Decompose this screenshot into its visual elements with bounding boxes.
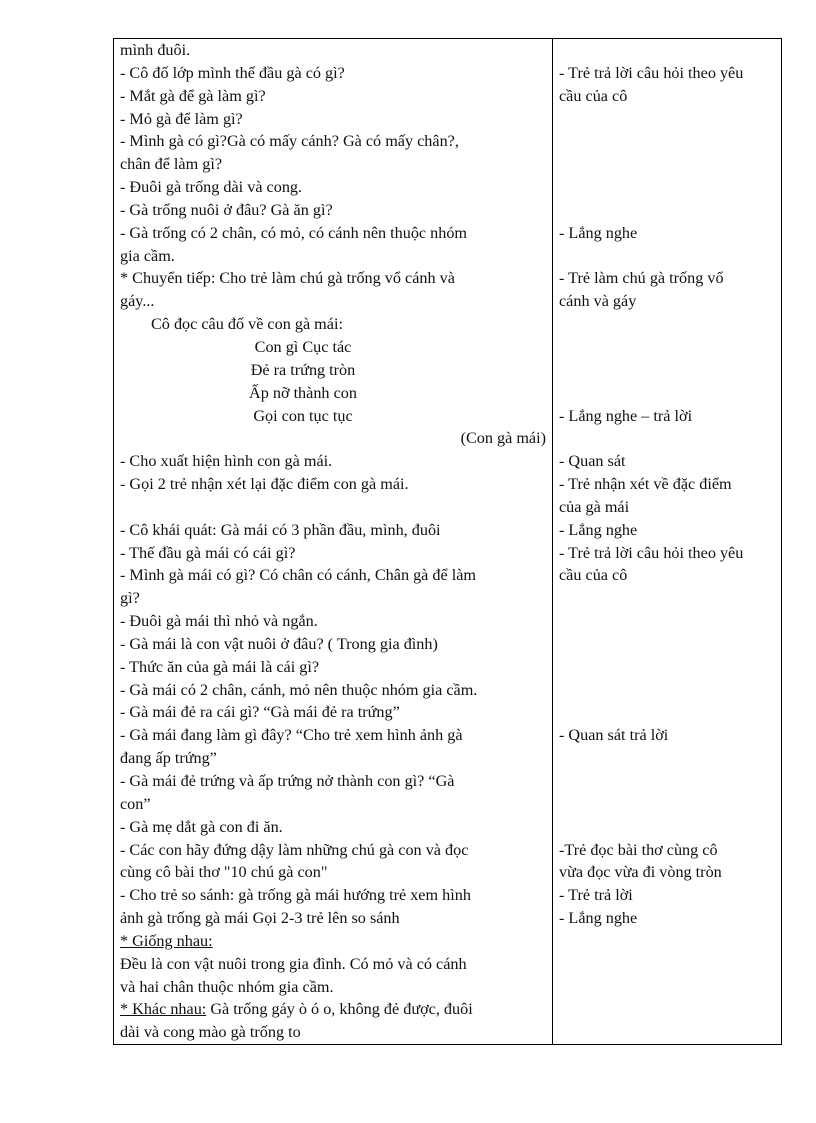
response-line: của gà mái xyxy=(559,497,630,516)
text-line: - Gọi 2 trẻ nhận xét lại đặc điểm con gà mái. xyxy=(120,475,409,494)
differences-line xyxy=(120,998,546,1021)
response-line xyxy=(559,976,775,999)
response-line: - Quan sát trả lời xyxy=(559,726,669,745)
response-line: - Trẻ làm chú gà trống vổ xyxy=(559,269,724,288)
text-line: ảnh gà trống gà mái Gọi 2-3 trẻ lên so sánh xyxy=(120,909,400,928)
text-line: - Đuôi gà mái thì nhỏ và ngắn. xyxy=(120,612,318,631)
text-line: - Đuôi gà trống dài và cong. xyxy=(120,178,303,197)
text-line: - Gà mái là con vật nuôi ở đâu? ( Trong gia đình) xyxy=(120,634,438,653)
response-line xyxy=(559,1021,775,1044)
text-line: - Thế đầu gà mái có cái gì? xyxy=(120,543,296,562)
response-line: - Trẻ trả lời câu hỏi theo yêu xyxy=(559,63,744,82)
response-line xyxy=(559,633,775,656)
text-line: gia cầm. xyxy=(120,246,175,265)
text-line: cùng cô bài thơ "10 chú gà con" xyxy=(120,863,328,882)
response-line: cầu của cô xyxy=(559,566,628,585)
response-line: - Quan sát xyxy=(559,452,626,471)
text-line: - Mình gà mái có gì? Có chân có cánh, Chân gà để làm xyxy=(120,566,477,585)
response-line xyxy=(559,245,775,268)
response-line xyxy=(559,770,775,793)
response-line xyxy=(559,610,775,633)
response-line: - Lắng nghe xyxy=(559,520,638,539)
response-line xyxy=(559,747,775,770)
response-line xyxy=(559,199,775,222)
response-line: - Lắng nghe xyxy=(559,909,638,928)
riddle-line: Con gì Cục tác xyxy=(254,337,352,356)
response-line xyxy=(559,153,775,176)
text-line: gáy... xyxy=(120,292,155,311)
response-line xyxy=(559,336,775,359)
text-line: - Thức ăn của gà mái là cái gì? xyxy=(120,657,320,676)
text-line: - Cô khái quát: Gà mái có 3 phần đầu, mình, đuôi xyxy=(120,520,441,539)
text-line: - Cho trẻ so sánh: gà trống gà mái hướng trẻ xem hình xyxy=(120,886,471,905)
text-line: - Gà mẹ dắt gà con đi ăn. xyxy=(120,817,283,836)
table-row xyxy=(114,39,782,1045)
text-line: - Gà mái đẻ ra cái gì? “Gà mái đẻ ra trứng” xyxy=(120,703,400,722)
lesson-table xyxy=(113,38,782,1045)
response-line: - Trẻ trả lời xyxy=(559,886,633,905)
response-line xyxy=(559,998,775,1021)
response-line xyxy=(559,656,775,679)
response-line xyxy=(559,701,775,724)
text-line: - Cô đố lớp mình thế đầu gà có gì? xyxy=(120,63,345,82)
differences-heading: * Khác nhau: xyxy=(120,1000,207,1019)
similarities-heading: * Giống nhau: xyxy=(120,931,213,950)
text-line: - Gà trống có 2 chân, có mỏ, có cánh nên thuộc nhóm xyxy=(120,223,468,242)
text-line: mình đuôi. xyxy=(120,41,191,59)
response-line xyxy=(559,130,775,153)
response-line xyxy=(559,793,775,816)
response-line xyxy=(559,382,775,405)
response-line: - Lắng nghe xyxy=(559,223,638,242)
response-line: -Trẻ đọc bài thơ cùng cô xyxy=(559,840,718,859)
response-line xyxy=(559,313,775,336)
text-line: chân để làm gì? xyxy=(120,155,223,174)
response-line: - Lắng nghe – trả lời xyxy=(559,406,693,425)
response-line xyxy=(559,427,775,450)
text-line: dài và cong mào gà trống to xyxy=(120,1023,301,1042)
response-line xyxy=(559,679,775,702)
response-line xyxy=(559,930,775,953)
text-line: - Các con hãy đứng dậy làm những chú gà con và đọc xyxy=(120,840,469,859)
response-line xyxy=(559,359,775,382)
text-line: đang ấp trứng” xyxy=(120,749,217,768)
response-line xyxy=(559,816,775,839)
differences-text: Gà trống gáy ò ó o, không đẻ được, đuôi xyxy=(206,1000,473,1019)
text-line: gì? xyxy=(120,589,140,608)
text-line: - Gà mái có 2 chân, cánh, mỏ nên thuộc nhóm gia cầm. xyxy=(120,680,478,699)
response-line: - Trẻ trả lời câu hỏi theo yêu xyxy=(559,543,744,562)
response-line: - Trẻ nhận xét về đặc điểm xyxy=(559,475,732,494)
response-line xyxy=(559,39,775,62)
response-line: cầu của cô xyxy=(559,86,628,105)
response-line xyxy=(559,953,775,976)
blank-line xyxy=(120,496,546,519)
response-line: vừa đọc vừa đi vòng tròn xyxy=(559,863,722,882)
response-line xyxy=(559,108,775,131)
response-line xyxy=(559,587,775,610)
text-line: - Mỏ gà để làm gì? xyxy=(120,109,243,128)
text-line: - Mắt gà để gà làm gì? xyxy=(120,86,266,105)
text-line: Đều là con vật nuôi trong gia đình. Có mỏ và có cánh xyxy=(120,954,467,973)
text-line: * Chuyển tiếp: Cho trẻ làm chú gà trống vổ cánh và xyxy=(120,269,455,288)
text-line: con” xyxy=(120,794,151,813)
text-line: - Gà mái đang làm gì đây? “Cho trẻ xem hình ảnh gà xyxy=(120,726,463,745)
text-line: - Gà trống nuôi ở đâu? Gà ăn gì? xyxy=(120,200,333,219)
riddle-line: Đẻ ra trứng tròn xyxy=(250,360,356,379)
responses-column xyxy=(553,39,782,1045)
text-line: - Gà mái đẻ trứng và ấp trứng nở thành con gì? “Gà xyxy=(120,772,455,790)
text-line: - Mình gà có gì?Gà có mấy cánh? Gà có mấy chân?, xyxy=(120,132,459,151)
response-line xyxy=(559,176,775,199)
text-line: - Cho xuất hiện hình con gà mái. xyxy=(120,452,333,471)
riddle-answer: (Con gà mái) xyxy=(460,429,546,448)
riddle-intro: Cô đọc câu đố về con gà mái: xyxy=(151,315,343,334)
riddle-line: Gọi con tục tục xyxy=(253,406,353,425)
activities-column xyxy=(114,39,553,1045)
riddle-line: Ấp nỡ thành con xyxy=(249,383,357,402)
response-line: cánh và gáy xyxy=(559,292,637,311)
text-line: và hai chân thuộc nhóm gia cầm. xyxy=(120,977,334,996)
